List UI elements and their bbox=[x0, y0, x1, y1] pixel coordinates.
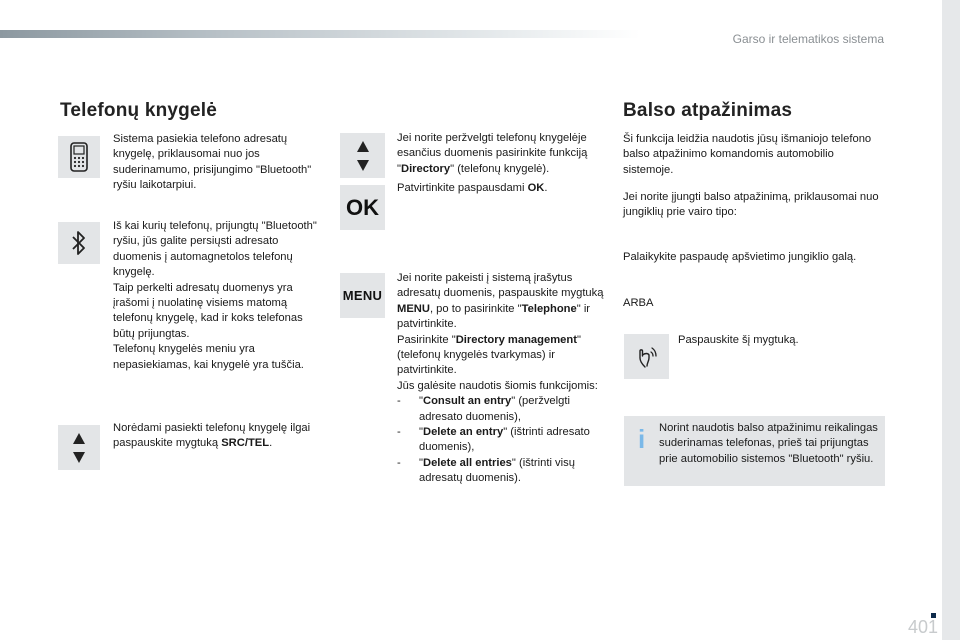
directory-management-label: Directory management bbox=[455, 333, 577, 346]
src-tel-separator: / bbox=[244, 437, 248, 450]
header-bar bbox=[0, 30, 640, 38]
access-text-pre: Norėdami pasiekti telefonų knygelę ilgai paspauskite mygtuką bbox=[113, 422, 311, 450]
ok-icon-label: OK bbox=[346, 194, 379, 220]
bluetooth-paragraph-1: Iš kai kurių telefonų, prijungtų "Bluetooth" ryšiu, jūs galite persiųsti adresato duomenis į automagnetolos telefonų knygelę. bbox=[113, 220, 317, 279]
confirm-text-pre: Patvirtinkite paspausdami bbox=[397, 182, 528, 194]
list-dash: - bbox=[397, 456, 401, 469]
telephone-label: Telephone bbox=[521, 302, 577, 315]
up-down-arrows-icon bbox=[58, 425, 100, 470]
list-dash: - bbox=[397, 426, 401, 439]
directory-text-pre: Jei norite peržvelgti telefonų knygelėje esančius duomenis pasirinkite funkciją " bbox=[397, 132, 588, 175]
edit-text-b: , po to pasirinkite " bbox=[429, 302, 522, 315]
function-name: Delete an entry bbox=[422, 426, 504, 439]
functions-intro: Jūs galėsite naudotis šiomis funkcijomis: bbox=[397, 379, 598, 392]
bluetooth-icon bbox=[58, 222, 100, 264]
voice-hand-icon bbox=[624, 334, 669, 379]
bluetooth-paragraph-2: Taip perkelti adresatų duomenys yra įrašomi į nuolatinę visiems matomą telefonų knygelę, kad ir koks telefonas būtų prijungtas. bbox=[113, 281, 303, 340]
phone-icon bbox=[58, 136, 100, 178]
function-name: Delete all entries bbox=[422, 456, 512, 469]
menu-icon-label: MENU bbox=[342, 288, 383, 303]
directory-text-post: " (telefonų knygelė). bbox=[450, 162, 550, 175]
function-item bbox=[397, 394, 607, 425]
up-down-arrows-icon bbox=[340, 133, 385, 178]
or-text: ARBA bbox=[623, 297, 654, 309]
page-number: 401 bbox=[907, 617, 938, 637]
function-item bbox=[397, 456, 607, 487]
confirm-text-post: . bbox=[544, 182, 548, 194]
section-title: Garso ir telematikos sistema bbox=[732, 32, 884, 46]
phonebook-intro: Sistema pasiekia telefono adresatų knygelę, priklausomai nuo jos suderinamumo, prisijungimo "Bluetooth" ryšiu laikotarpiui. bbox=[113, 133, 312, 192]
mgmt-text-e: " (telefonų knygelės tvarkymas) ir patvirtinkite. bbox=[397, 333, 581, 377]
page-edge-strip bbox=[942, 0, 960, 640]
function-desc: " (peržvelgti adresato duomenis), bbox=[419, 395, 570, 423]
hold-switch-text: Palaikykite paspaudę apšvietimo jungiklio galą. bbox=[623, 251, 857, 263]
function-name: Consult an entry bbox=[422, 395, 512, 408]
menu-label: MENU bbox=[397, 302, 430, 315]
quote: " bbox=[419, 456, 423, 469]
function-desc: " (ištrinti visų adresatų duomenis). bbox=[419, 456, 575, 485]
voice-enable-text: Jei norite įjungti balso atpažinimą, priklausomai nuo jungiklių prie vairo tipo: bbox=[623, 191, 879, 219]
info-box bbox=[624, 416, 885, 486]
info-text: Norint naudotis balso atpažinimu reikalingas suderinamas telefonas, prieš tai prijungtas prie automobilio sistemos "Bluetooth" ryšiu. bbox=[659, 422, 878, 465]
info-icon: i bbox=[638, 424, 646, 454]
voice-intro: Ši funkcija leidžia naudotis jūsų išmaniojo telefono balso atpažinimo komandomis automobilio sistemoje. bbox=[623, 133, 872, 176]
phonebook-title: Telefonų knygelė bbox=[60, 100, 217, 121]
function-item bbox=[397, 425, 607, 456]
quote: " bbox=[419, 426, 423, 439]
edit-text-a: Jei norite pakeisti į sistemą įrašytus adresatų duomenis, paspauskite mygtuką bbox=[397, 272, 604, 300]
edit-text-c: " ir patvirtinkite. bbox=[397, 302, 591, 331]
voice-recognition-title: Balso atpažinimas bbox=[623, 100, 793, 121]
ok-button-icon bbox=[340, 185, 385, 230]
function-desc: " (ištrinti adresato duomenis), bbox=[419, 426, 590, 454]
src-label: SRC bbox=[221, 437, 245, 450]
access-text-post: . bbox=[269, 437, 273, 450]
ok-label: OK bbox=[527, 182, 545, 194]
list-dash: - bbox=[397, 395, 401, 408]
directory-management-text bbox=[397, 271, 607, 487]
phonebook-access-text bbox=[113, 421, 318, 452]
directory-label: Directory bbox=[400, 162, 451, 175]
bluetooth-paragraph-3: Telefonų knygelės meniu yra nepasiekiamas, kai knygelė yra tuščia. bbox=[113, 343, 304, 371]
press-button-text: Paspauskite šį mygtuką. bbox=[678, 334, 799, 346]
directory-text bbox=[397, 131, 602, 177]
mgmt-text-d: Pasirinkite " bbox=[397, 333, 456, 346]
quote: " bbox=[419, 395, 423, 408]
edit-entries-paragraph bbox=[397, 271, 607, 333]
menu-button-icon bbox=[340, 273, 385, 318]
bluetooth-transfer-text bbox=[113, 219, 318, 373]
select-management-paragraph bbox=[397, 333, 607, 379]
confirm-text bbox=[397, 181, 602, 196]
tel-label: TEL bbox=[247, 437, 270, 450]
